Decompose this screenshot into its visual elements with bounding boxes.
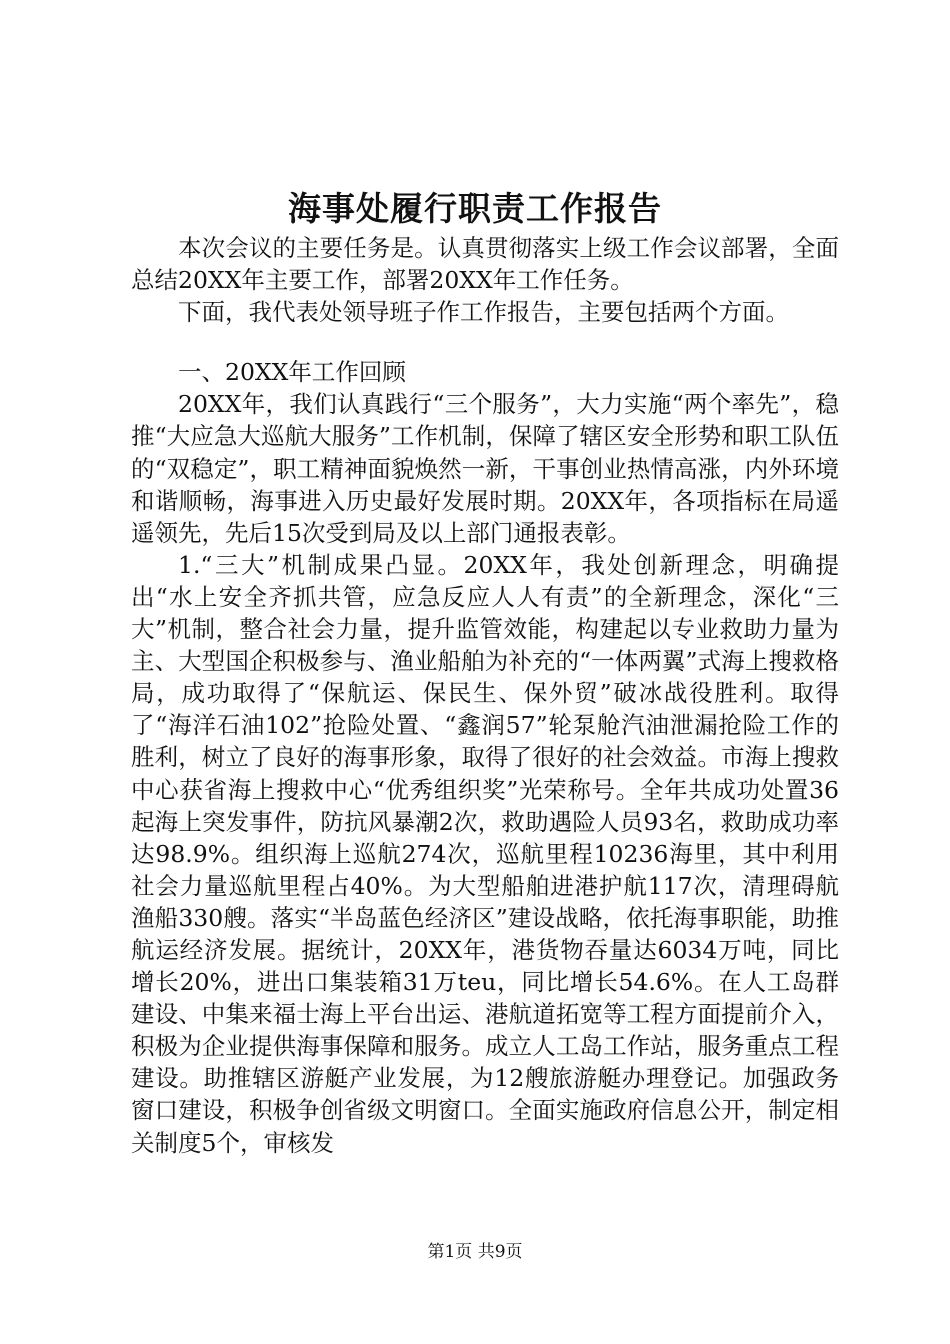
document-body: [131, 232, 839, 1159]
paragraph-meeting-tasks: 本次会议的主要任务是。认真贯彻落实上级工作会议部署，全面总结20XX年主要工作，部署20XX年工作任务。: [131, 234, 839, 295]
page-footer: 第1页 共9页: [427, 1242, 523, 1262]
document-title: 海事处履行职责工作报告: [288, 189, 662, 228]
section-heading-review: 一、20XX年工作回顾: [178, 358, 406, 387]
paragraph-report-intro: 下面，我代表处领导班子作工作报告，主要包括两个方面。: [178, 298, 789, 327]
paragraph-review-summary: 20XX年，我们认真践行“三个服务”，大力实施“两个率先”，稳推“大应急大巡航大服务”工作机制，保障了辖区安全形势和职工队伍的“双稳定”，职工精神面貌焕然一新，干事创业热情高涨，内外环境和谐顺畅，海事进入历史最好发展时期。20XX年，各项指标在局遥遥领先，先后15次受到局及以上部门通报表彰。: [131, 390, 839, 547]
paragraph-three-mechanisms: 1.“三大”机制成果凸显。20XX年，我处创新理念，明确提出“水上安全齐抓共管，应急反应人人有责”的全新理念，深化“三大”机制，整合社会力量，提升监管效能，构建起以专业救助力量为主、大型国企积极参与、渔业船舶为补充的“一体两翼”式海上搜救格局，成功取得了“保航运、保民生、保外贸”破冰战役胜利。取得了“海洋石油102”抢险处置、“鑫润57”轮泵舱汽油泄漏抢险工作的胜利，树立了良好的海事形象，取得了很好的社会效益。市海上搜救中心获省海上搜救中心“优秀组织奖”光荣称号。全年共成功处置36起海上突发事件，防抗风暴潮2次，救助遇险人员93名，救助成功率达98.9%。组织海上巡航274次，巡航里程10236海里，其中利用社会力量巡航里程占40%。为大型船舶进港护航117次，清理碍航渔船330艘。落实“半岛蓝色经济区”建设战略，依托海事职能，助推航运经济发展。据统计，20XX年，港货物吞量达6034万吨，同比增长20%，进出口集装箱31万teu，同比增长54.6%。在人工岛群建设、中集来福士海上平台出运、港航道拓宽等工程方面提前介入，积极为企业提供海事保障和服务。成立人工岛工作站，服务重点工程建设。助推辖区游艇产业发展，为12艘旅游艇办理登记。加强政务窗口建设，积极争创省级文明窗口。全面实施政府信息公开，制定相关制度5个，审核发: [131, 550, 839, 1157]
